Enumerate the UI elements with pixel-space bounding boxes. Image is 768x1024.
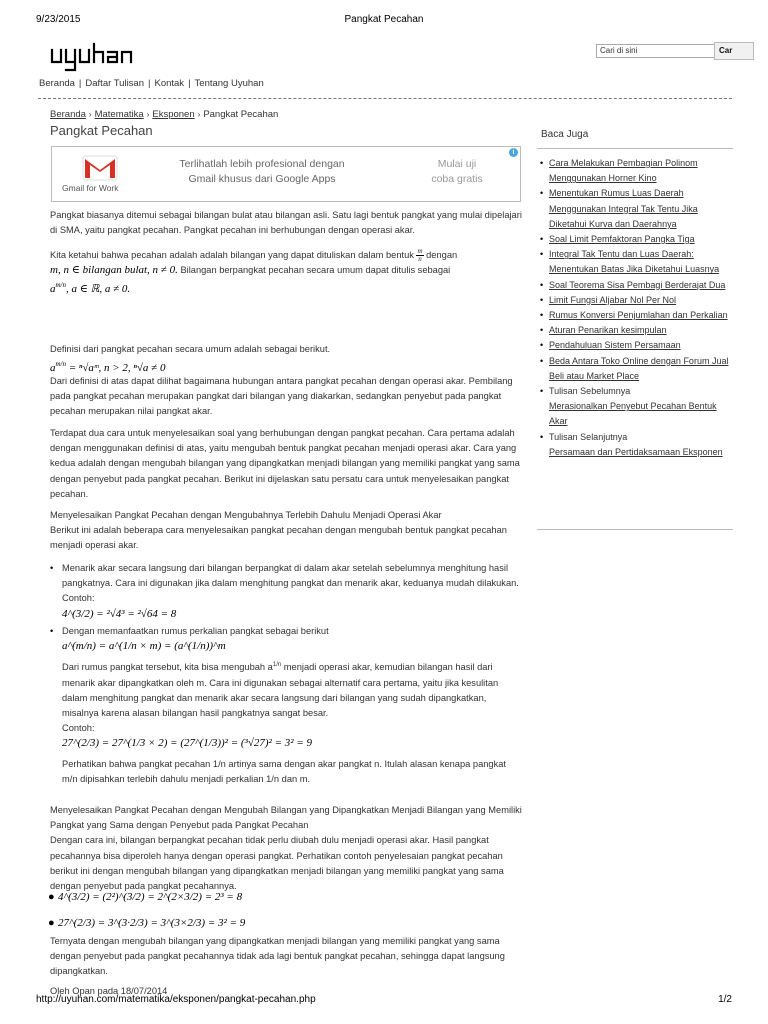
print-header <box>36 14 732 28</box>
ad-cta-line: coba gratis <box>431 173 483 185</box>
print-page-number: 1/2 <box>718 994 732 1005</box>
ad-banner[interactable] <box>51 146 521 202</box>
gmail-icon <box>82 155 118 181</box>
ad-line: Terlihatlah lebih profesional dengan <box>179 158 345 170</box>
list-item-text: • Menarik akar secara langsung dari bilangan berpangkat di dalam akar setelah sebelumnya menghitung hasil pangkatnya. Cara ini digunakan jika dalam menghitung pangkat dan menarik akar, keduanya mudah dilakukan. <box>62 563 519 589</box>
sidebar-link[interactable]: Cara Melakukan Pembagian Polinom Menggunakan Horner Kino <box>549 158 698 184</box>
sidebar-divider <box>537 529 733 530</box>
header-divider <box>38 98 732 99</box>
example-1 <box>50 890 522 905</box>
breadcrumb-arrow-icon: › <box>88 110 92 119</box>
example-label: Contoh: <box>62 723 95 734</box>
fraction-m-over-n: $\frac{m}{n}$ <box>417 247 423 264</box>
sidebar-link[interactable]: Menentukan Rumus Luas Daerah Menggunakan Integral Tak Tentu Jika Diketahui Kurva dan Daerahnya <box>549 188 698 229</box>
sidebar-item[interactable] <box>537 156 733 186</box>
sidebar-link[interactable]: Integral Tak Tentu dan Luas Daerah: Menentukan Batas Jika Diketahui Luasnya <box>549 249 720 275</box>
site-logo[interactable] <box>48 42 158 74</box>
author-line: Oleh Opan pada 18/07/2014 <box>50 986 168 996</box>
math-expression: = ⁿ√aᵐ, n > 2, ⁿ√a ≠ 0 <box>68 362 166 375</box>
next-post <box>537 430 733 460</box>
superscript: 1/n <box>272 662 282 669</box>
paragraph-text: Dari rumus pangkat tersebut, kita bisa mengubah a <box>62 662 273 673</box>
math-expression: 4^(3/2) = (2²)^(3/2) = 2^(2×3/2) = 2³ = 8 <box>58 891 243 903</box>
search-button[interactable]: Car <box>714 42 754 60</box>
next-post-label: • Tulisan Selanjutnya <box>549 431 628 442</box>
definition-block <box>50 342 522 376</box>
math-expression: $a^{m/n}$ <box>50 281 66 296</box>
prev-post-link[interactable]: Merasionalkan Penyebut Pecahan Bentuk Akar <box>549 401 717 427</box>
nav-item-kontak[interactable]: Kontak <box>154 78 185 89</box>
breadcrumb-matematika[interactable]: Matematika <box>94 109 144 120</box>
example-2 <box>50 916 522 931</box>
sidebar-item[interactable] <box>537 232 733 247</box>
sidebar-link[interactable]: Beda Antara Toko Online dengan Forum Jual Beli atau Market Place <box>549 355 729 381</box>
sidebar-item[interactable] <box>537 308 733 323</box>
sidebar-link[interactable]: Aturan Penarikan kesimpulan <box>549 325 667 336</box>
section-heading: Menyelesaikan Pangkat Pecahan dengan Mengubahnya Terlebih Dahulu Menjadi Operasi Akar <box>50 510 442 520</box>
breadcrumb <box>50 109 278 120</box>
math-expression: a^(m/n) = a^(1/n × m) = (a^(1/n))^m <box>62 640 226 653</box>
next-post-link[interactable]: Persamaan dan Pertidaksamaan Eksponen <box>549 446 723 457</box>
sidebar-item[interactable] <box>537 293 733 308</box>
sidebar-item[interactable] <box>537 354 733 384</box>
closing-paragraph: Ternyata dengan mengubah bilangan yang dipangkatkan menjadi bilangan yang memiliki pangkat yang sama dengan penyebut pada pangkat pecahannya tidak ada lagi bentuk pangkat pecahan, sehingga dapat langsung dipangkatkan. <box>50 936 505 977</box>
section-heading: Menyelesaikan Pangkat Pecahan dengan Mengubah Bilangan yang Dipangkatkan Menjadi Bilangan yang Memiliki Pangkat yang Sama dengan Penyebut pada Pangkat Pecahan <box>50 805 522 831</box>
sidebar-item[interactable] <box>537 338 733 353</box>
sidebar-item[interactable] <box>537 247 733 277</box>
section-text: Berikut ini adalah beberapa cara menyelesaikan pangkat pecahan dengan mengubah bentuk pangkat pecahan menjadi operasi akar. <box>50 525 507 551</box>
list-item-text: Perhatikan bahwa pangkat pecahan 1/n artinya sama dengan akar pangkat n. Itulah alasan kenapa pangkat m/n dipisahkan terlebih dahulu menjadi perkalian 1/n dan m. <box>62 758 506 784</box>
print-date: 9/23/2015 <box>36 14 81 25</box>
nav-item-tentang[interactable]: Tentang Uyuhan <box>194 78 264 89</box>
nav-item-daftar-tulisan[interactable]: Daftar Tulisan <box>85 78 145 89</box>
breadcrumb-arrow-icon: › <box>197 110 201 119</box>
sidebar-list <box>537 156 733 460</box>
sidebar-item[interactable] <box>537 323 733 338</box>
example-label: Contoh: <box>62 593 95 604</box>
math-expression: $a^{m/n}$ <box>50 360 66 375</box>
sidebar-item[interactable] <box>537 186 733 232</box>
method-list <box>50 561 522 787</box>
paragraph-text: Kita ketahui bahwa pecahan adalah adalah bilangan yang dapat dituliskan dalam bentuk <box>50 250 414 260</box>
section-text: Dengan cara ini, bilangan berpangkat pecahan tidak perlu diubah dulu menjadi operasi akar. Hasil pangkat pecahannya bisa diperoleh hanya dengan operasi pangkat. Perhatikan contoh penyelesaian pangkat pecahan berikut ini dengan mengubah bilangan yang dipangkatkan menjadi bilangan yang memiliki pangkat yang sama dengan penyebut pada pangkat pecahannya. <box>50 835 504 892</box>
sidebar-item[interactable] <box>537 278 733 293</box>
print-footer <box>36 994 732 1008</box>
bullet-icon: ● <box>48 917 55 929</box>
ad-choices-icon[interactable]: i <box>509 148 518 157</box>
list-item-text: • Dengan memanfaatkan rumus perkalian pangkat sebagai berikut <box>62 625 329 636</box>
paragraph: Terdapat dua cara untuk menyelesaikan soal yang berhubungan dengan pangkat pecahan. Cara pertama adalah dengan menggunakan definisi di atas, yaitu mengubah bentuk pangkat pecahan menjadi operasi akar. Cara yang kedua adalah dengan mengubah bilangan yang dipangkatkan menjadi bilangan yang memiliki pangkat yang sama dengan penyebut pada pangkat pecahan. Berikut ini dijelaskan satu persatu cara untuk menyelesaikan pangkat pecahan. <box>50 428 520 499</box>
sidebar-title: Baca Juga <box>541 129 589 140</box>
print-url: http://uyuhan.com/matematika/eksponen/pangkat-pecahan.php <box>36 994 316 1005</box>
ad-cta-line: Mulai uji <box>437 158 477 170</box>
section-2 <box>50 803 522 894</box>
sidebar-link[interactable]: Soal Teorema Sisa Pembagi Berderajat Dua <box>549 279 726 290</box>
nav-separator: | <box>78 78 82 89</box>
search-input[interactable]: Cari di sini <box>596 44 752 58</box>
definition-title: Definisi dari pangkat pecahan secara umum adalah sebagai berikut. <box>50 344 331 354</box>
top-navigation <box>39 78 264 89</box>
paragraph-text: dengan <box>426 250 458 260</box>
list-item <box>50 561 522 622</box>
math-expression: 4^(3/2) = ²√4³ = ²√64 = 8 <box>62 607 177 620</box>
sidebar-link[interactable]: Rumus Konversi Penjumlahan dan Perkalian <box>549 310 728 321</box>
nav-separator: | <box>148 78 151 89</box>
print-title: Pangkat Pecahan <box>344 14 424 25</box>
list-item-text <box>62 658 522 721</box>
ad-brand-label: Gmail for Work <box>62 183 119 193</box>
list-item <box>50 624 522 787</box>
paragraph: Dari definisi di atas dapat dilihat bagaimana hubungan antara pangkat pecahan dengan operasi akar. Pembilang pada pangkat pecahan merupakan pangkat dari bilangan yang diakarkan, sedangkan penyebut pada pangkat pecahan merupakan nilai pangkat akar. <box>50 376 513 417</box>
breadcrumb-eksponen[interactable]: Eksponen <box>152 109 195 120</box>
sidebar-link[interactable]: Soal Limit Pemfaktoran Pangka Tiga <box>549 234 695 245</box>
paragraph-text: Bilangan berpangkat pecahan secara umum dapat ditulis sebagai <box>180 265 451 276</box>
math-expression: , a ∈ ℝ, a ≠ 0. <box>66 283 131 296</box>
ad-line: Gmail khusus dari Google Apps <box>188 173 336 185</box>
fraction-paragraph <box>50 248 522 298</box>
ad-headline <box>162 157 362 187</box>
breadcrumb-current: Pangkat Pecahan <box>203 109 279 120</box>
bullet-icon: ● <box>48 891 55 903</box>
nav-item-beranda[interactable]: Beranda <box>39 78 75 89</box>
math-expression: m, n ∈ bilangan bulat, n ≠ 0. <box>50 264 178 277</box>
ad-cta[interactable] <box>402 157 512 187</box>
breadcrumb-arrow-icon: › <box>146 110 150 119</box>
section-1 <box>50 508 522 554</box>
paragraph-text: menjadi operasi akar, kemudian bilangan hasil dari menarik akar dipangkatkan oleh m. Cara ini digunakan sebagai alternatif cara pertama, yaitu jika kesulitan dalam menghitung pangkat dan menarik akar secara langsung dari bilangan yang sudah dipangkatkan, misalnya karena alasan bilangan hasil pangkatnya sangat besar. <box>62 662 499 718</box>
sidebar-divider <box>537 148 733 149</box>
math-expression: 27^(2/3) = 3^(3·2/3) = 3^(3×2/3) = 3² = 9 <box>58 917 246 929</box>
nav-separator: | <box>188 78 191 89</box>
sidebar-link[interactable]: Limit Fungsi Aljabar Nol Per Nol <box>549 294 677 305</box>
math-expression: 27^(2/3) = 27^(1/3 × 2) = (27^(1/3))² = (³√27)² = 3² = 9 <box>62 737 312 750</box>
prev-post <box>537 384 733 430</box>
prev-post-label: • Tulisan Sebelumnya <box>549 386 631 397</box>
sidebar-link[interactable]: Pendahuluan Sistem Persamaan <box>549 340 681 351</box>
page-title: Pangkat Pecahan <box>50 123 153 138</box>
breadcrumb-beranda[interactable]: Beranda <box>50 109 86 120</box>
intro-paragraph: Pangkat biasanya ditemui sebagai bilangan bulat atau bilangan asli. Satu lagi bentuk pangkat yang mulai dipelajari di SMA, yaitu pangkat pecahan. Pangkat pecahan ini berhubungan dengan operasi akar. <box>50 210 522 236</box>
